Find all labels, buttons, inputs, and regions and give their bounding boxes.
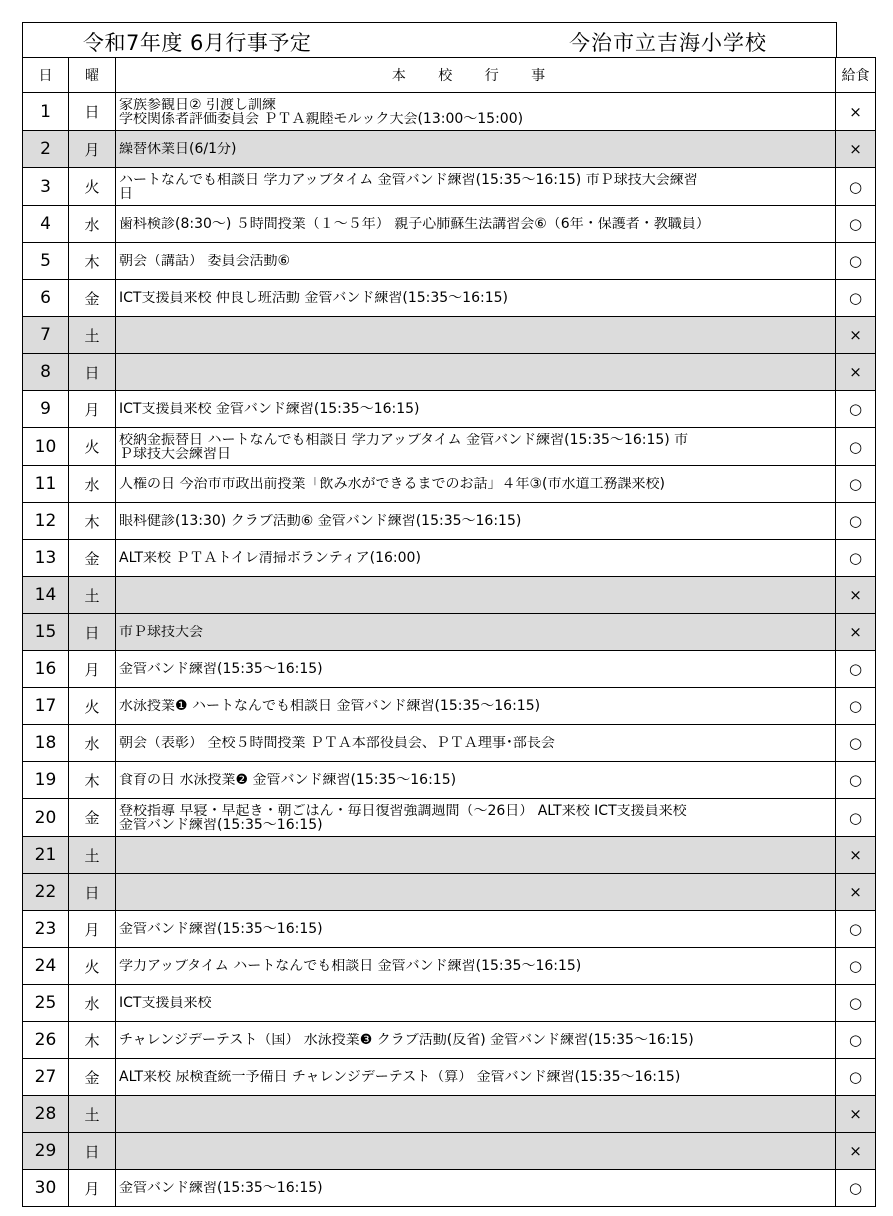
day-cell: 22	[23, 874, 69, 911]
weekday-cell: 土	[69, 577, 116, 614]
lunch-cell: ×	[836, 354, 876, 391]
day-cell: 3	[23, 168, 69, 206]
events-cell	[116, 1133, 836, 1170]
table-row	[23, 428, 876, 466]
weekday-cell: 火	[69, 688, 116, 725]
weekday-cell: 火	[69, 428, 116, 466]
lunch-cell: ×	[836, 93, 876, 131]
table-row	[23, 874, 876, 911]
day-cell: 13	[23, 540, 69, 577]
event-line: ALT来校 尿検査統一予備日 チャレンジデーテスト（算） 金管バンド練習(15:35～16:15)	[119, 1070, 681, 1084]
day-cell: 10	[23, 428, 69, 466]
event-line: 校納金振替日 ハートなんでも相談日 学力アップタイム 金管バンド練習(15:35～16:15) 市	[119, 432, 689, 447]
lunch-cell: ×	[836, 131, 876, 168]
table-row	[23, 540, 876, 577]
lunch-cell: ×	[836, 874, 876, 911]
weekday-cell: 日	[69, 354, 116, 391]
weekday-cell: 月	[69, 391, 116, 428]
lunch-cell: ○	[836, 1059, 876, 1096]
title-bar	[22, 22, 837, 57]
day-cell: 14	[23, 577, 69, 614]
lunch-cell: ×	[836, 1133, 876, 1170]
events-cell	[116, 1022, 836, 1059]
col-header-lunch: 給食	[836, 58, 876, 93]
lunch-cell: ○	[836, 1022, 876, 1059]
weekday-cell: 日	[69, 1133, 116, 1170]
events-cell	[116, 837, 836, 874]
day-cell: 15	[23, 614, 69, 651]
table-row	[23, 1096, 876, 1133]
lunch-cell: ○	[836, 911, 876, 948]
table-row	[23, 1059, 876, 1096]
events-cell	[116, 577, 836, 614]
event-line: 食育の日 水泳授業❷ 金管バンド練習(15:35～16:15)	[119, 773, 457, 787]
school-name: 今治市立吉海小学校	[569, 31, 767, 55]
event-line: ICT支援員来校	[119, 996, 212, 1010]
events-cell	[116, 762, 836, 799]
events-cell	[116, 243, 836, 280]
col-header-events: 本 校 行 事	[116, 58, 836, 93]
table-row	[23, 837, 876, 874]
table-row	[23, 1170, 876, 1207]
table-row	[23, 1133, 876, 1170]
table-row	[23, 762, 876, 799]
events-cell	[116, 93, 836, 131]
day-cell: 8	[23, 354, 69, 391]
events-cell	[116, 206, 836, 243]
day-cell: 25	[23, 985, 69, 1022]
lunch-cell: ○	[836, 799, 876, 837]
lunch-cell: ○	[836, 503, 876, 540]
weekday-cell: 木	[69, 243, 116, 280]
events-cell	[116, 948, 836, 985]
lunch-cell: ○	[836, 391, 876, 428]
day-cell: 2	[23, 131, 69, 168]
events-cell	[116, 168, 836, 206]
event-line: 金管バンド練習(15:35～16:15)	[119, 817, 323, 832]
page-title: 令和7年度 6月行事予定	[83, 31, 312, 55]
events-cell	[116, 354, 836, 391]
day-cell: 26	[23, 1022, 69, 1059]
day-cell: 16	[23, 651, 69, 688]
weekday-cell: 金	[69, 540, 116, 577]
col-header-weekday: 曜	[69, 58, 116, 93]
day-cell: 21	[23, 837, 69, 874]
lunch-cell: ○	[836, 428, 876, 466]
lunch-cell: ○	[836, 948, 876, 985]
weekday-cell: 日	[69, 614, 116, 651]
schedule-sheet	[22, 22, 875, 1207]
weekday-cell: 土	[69, 837, 116, 874]
weekday-cell: 土	[69, 317, 116, 354]
table-row	[23, 911, 876, 948]
weekday-cell: 水	[69, 466, 116, 503]
day-cell: 9	[23, 391, 69, 428]
table-row	[23, 466, 876, 503]
lunch-cell: ○	[836, 688, 876, 725]
event-line: ハートなんでも相談日 学力アップタイム 金管バンド練習(15:35～16:15) 市Ｐ球技大会練習	[119, 172, 698, 187]
event-line: 歯科検診(8:30～) ５時間授業（１～５年） 親子心肺蘇生法講習会⑥（6年・保護者・教職員）	[119, 217, 710, 231]
lunch-cell: ○	[836, 168, 876, 206]
lunch-cell: ×	[836, 577, 876, 614]
table-row	[23, 948, 876, 985]
event-line: ICT支援員来校 仲良し班活動 金管バンド練習(15:35～16:15)	[119, 291, 508, 305]
day-cell: 12	[23, 503, 69, 540]
weekday-cell: 月	[69, 131, 116, 168]
lunch-cell: ○	[836, 651, 876, 688]
lunch-cell: ×	[836, 614, 876, 651]
events-cell	[116, 688, 836, 725]
events-cell	[116, 985, 836, 1022]
day-cell: 19	[23, 762, 69, 799]
day-cell: 28	[23, 1096, 69, 1133]
day-cell: 23	[23, 911, 69, 948]
weekday-cell: 木	[69, 1022, 116, 1059]
events-cell	[116, 540, 836, 577]
event-line: 家族参観日② 引渡し訓練	[119, 97, 277, 112]
day-cell: 17	[23, 688, 69, 725]
events-cell	[116, 614, 836, 651]
day-cell: 30	[23, 1170, 69, 1207]
weekday-cell: 水	[69, 206, 116, 243]
day-cell: 29	[23, 1133, 69, 1170]
schedule-table	[22, 57, 876, 1207]
table-row	[23, 206, 876, 243]
event-line: 日	[119, 186, 133, 201]
day-cell: 11	[23, 466, 69, 503]
day-cell: 6	[23, 280, 69, 317]
col-header-day: 日	[23, 58, 69, 93]
day-cell: 4	[23, 206, 69, 243]
day-cell: 7	[23, 317, 69, 354]
events-cell	[116, 131, 836, 168]
events-cell	[116, 1170, 836, 1207]
weekday-cell: 月	[69, 911, 116, 948]
lunch-cell: ○	[836, 243, 876, 280]
events-cell	[116, 280, 836, 317]
lunch-cell: ○	[836, 466, 876, 503]
events-cell	[116, 428, 836, 466]
lunch-cell: ○	[836, 280, 876, 317]
events-cell	[116, 911, 836, 948]
events-cell	[116, 1096, 836, 1133]
weekday-cell: 火	[69, 948, 116, 985]
header-row	[23, 58, 876, 93]
event-line: 学力アップタイム ハートなんでも相談日 金管バンド練習(15:35～16:15)	[119, 959, 582, 973]
weekday-cell: 月	[69, 1170, 116, 1207]
weekday-cell: 木	[69, 762, 116, 799]
table-row	[23, 985, 876, 1022]
schedule-body	[23, 93, 876, 1207]
events-cell	[116, 874, 836, 911]
lunch-cell: ○	[836, 540, 876, 577]
table-row	[23, 688, 876, 725]
table-row	[23, 168, 876, 206]
day-cell: 24	[23, 948, 69, 985]
weekday-cell: 水	[69, 985, 116, 1022]
day-cell: 5	[23, 243, 69, 280]
weekday-cell: 金	[69, 280, 116, 317]
event-line: 朝会（講話） 委員会活動⑥	[119, 254, 291, 268]
table-row	[23, 503, 876, 540]
lunch-cell: ○	[836, 762, 876, 799]
events-cell	[116, 391, 836, 428]
events-cell	[116, 651, 836, 688]
weekday-cell: 火	[69, 168, 116, 206]
events-cell	[116, 1059, 836, 1096]
lunch-cell: ○	[836, 1170, 876, 1207]
day-cell: 18	[23, 725, 69, 762]
lunch-cell: ×	[836, 837, 876, 874]
title-divider	[836, 23, 837, 57]
events-cell	[116, 725, 836, 762]
table-row	[23, 93, 876, 131]
table-row	[23, 614, 876, 651]
table-row	[23, 799, 876, 837]
event-line: ICT支援員来校 金管バンド練習(15:35～16:15)	[119, 402, 420, 416]
weekday-cell: 水	[69, 725, 116, 762]
table-row	[23, 651, 876, 688]
table-row	[23, 354, 876, 391]
event-line: 眼科健診(13:30) クラブ活動⑥ 金管バンド練習(15:35～16:15)	[119, 514, 522, 528]
table-row	[23, 577, 876, 614]
event-line: 登校指導 早寝・早起き・朝ごはん・毎日復習強調週間（～26日） ALT来校 ICT支援員来校	[119, 803, 687, 818]
day-cell: 20	[23, 799, 69, 837]
event-line: Ｐ球技大会練習日	[119, 446, 231, 461]
events-cell	[116, 317, 836, 354]
event-line: 繰替休業日(6/1分)	[119, 142, 237, 156]
event-line: 人権の日 今治市市政出前授業「飲み水ができるまでのお話」４年③(市水道工務課来校)	[119, 477, 665, 491]
event-line: 金管バンド練習(15:35～16:15)	[119, 922, 323, 936]
event-line: 金管バンド練習(15:35～16:15)	[119, 1181, 323, 1195]
lunch-cell: ○	[836, 985, 876, 1022]
event-line: 金管バンド練習(15:35～16:15)	[119, 662, 323, 676]
lunch-cell: ×	[836, 1096, 876, 1133]
lunch-cell: ○	[836, 725, 876, 762]
table-row	[23, 1022, 876, 1059]
table-row	[23, 317, 876, 354]
lunch-cell: ×	[836, 317, 876, 354]
day-cell: 27	[23, 1059, 69, 1096]
table-row	[23, 391, 876, 428]
lunch-cell: ○	[836, 206, 876, 243]
weekday-cell: 日	[69, 874, 116, 911]
weekday-cell: 金	[69, 1059, 116, 1096]
table-row	[23, 243, 876, 280]
day-cell: 1	[23, 93, 69, 131]
weekday-cell: 金	[69, 799, 116, 837]
table-row	[23, 280, 876, 317]
event-line: 市Ｐ球技大会	[119, 625, 203, 639]
event-line: 水泳授業❶ ハートなんでも相談日 金管バンド練習(15:35～16:15)	[119, 699, 541, 713]
event-line: 学校関係者評価委員会 ＰＴＡ親睦モルック大会(13:00～15:00)	[119, 111, 524, 126]
event-line: 朝会（表彰） 全校５時間授業 ＰＴＡ本部役員会、ＰＴＡ理事･部長会	[119, 736, 555, 750]
weekday-cell: 月	[69, 651, 116, 688]
table-row	[23, 131, 876, 168]
weekday-cell: 土	[69, 1096, 116, 1133]
weekday-cell: 日	[69, 93, 116, 131]
event-line: ALT来校 ＰＴＡトイレ清掃ボランティア(16:00)	[119, 551, 421, 565]
weekday-cell: 木	[69, 503, 116, 540]
events-cell	[116, 799, 836, 837]
event-line: チャレンジデーテスト（国） 水泳授業❸ クラブ活動(反省) 金管バンド練習(15:35～16:15)	[119, 1033, 694, 1047]
table-row	[23, 725, 876, 762]
events-cell	[116, 503, 836, 540]
events-cell	[116, 466, 836, 503]
